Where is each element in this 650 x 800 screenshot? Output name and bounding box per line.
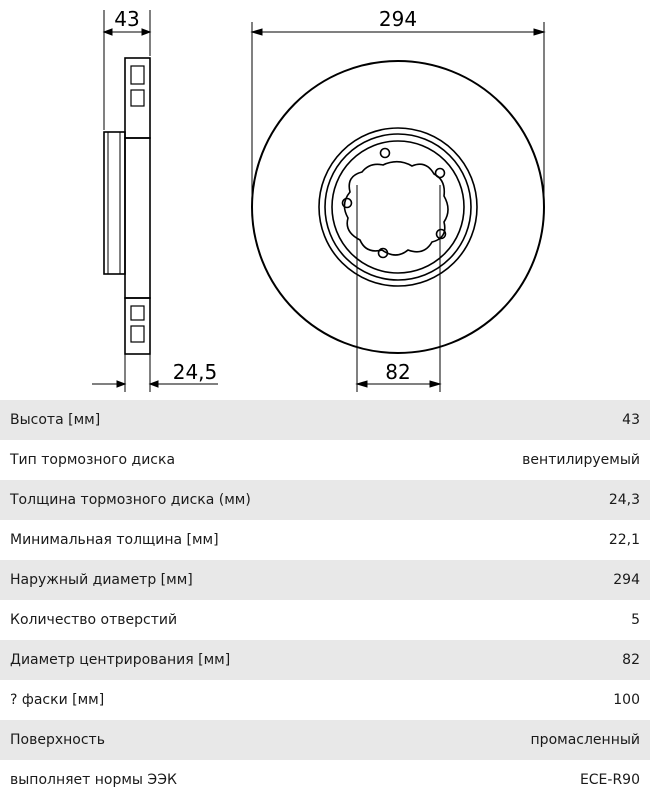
spec-table: [0, 400, 650, 800]
spec-row-chamfer: [0, 680, 650, 720]
spec-label: Высота [мм]: [10, 412, 101, 428]
spec-label: Количество отверстий: [10, 612, 178, 628]
disc-front-view: [252, 61, 544, 353]
thickness-label: 43: [114, 7, 140, 31]
spec-label: ? фаски [мм]: [10, 692, 105, 708]
spec-value: 22,1: [608, 532, 640, 548]
spec-row-outer-diameter: [0, 560, 650, 600]
outer-diameter-dimension: [252, 22, 544, 207]
spec-label: Тип тормозного диска: [10, 452, 176, 468]
spec-label: Минимальная толщина [мм]: [10, 532, 219, 548]
spec-value: 5: [631, 612, 640, 628]
spec-value: промасленный: [530, 732, 640, 748]
spec-row-min-thickness: [0, 520, 650, 560]
spec-row-disc-thickness: [0, 480, 650, 520]
spec-value: вентилируемый: [522, 452, 640, 468]
spec-row-center-diameter: [0, 640, 650, 680]
spec-value: 294: [613, 572, 640, 588]
spec-value: ECE-R90: [579, 772, 640, 788]
spec-row-disc-type: [0, 440, 650, 480]
center-diameter-label: 82: [385, 360, 411, 384]
spec-value: 100: [613, 692, 640, 708]
spec-row-surface: [0, 720, 650, 760]
spec-value: 43: [622, 412, 640, 428]
spec-row-ece-norm: [0, 760, 650, 800]
spec-value: 82: [622, 652, 640, 668]
spec-row-height: [0, 400, 650, 440]
spec-label: Наружный диаметр [мм]: [10, 572, 193, 588]
disc-side-view: [104, 58, 150, 354]
spec-label: Диаметр центрирования [мм]: [10, 652, 231, 668]
disc-thickness-label: 24,5: [172, 360, 218, 384]
outer-diameter-label: 294: [378, 7, 418, 31]
bolt-holes: [343, 149, 446, 258]
spec-label: выполняет нормы ЭЭК: [10, 772, 177, 788]
spec-label: Толщина тормозного диска (мм): [10, 492, 251, 508]
spec-label: Поверхность: [10, 732, 105, 748]
spec-row-hole-count: [0, 600, 650, 640]
spec-value: 24,3: [608, 492, 640, 508]
